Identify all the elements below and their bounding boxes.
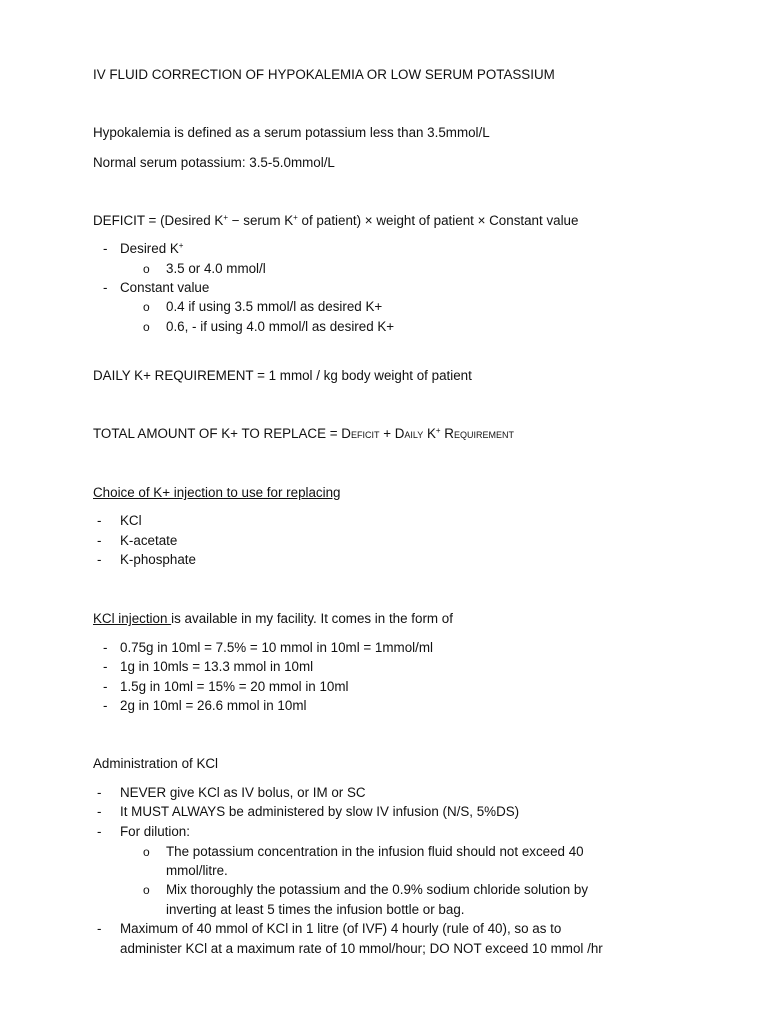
dash-marker: - [97, 513, 102, 528]
superscript-plus: + [435, 426, 441, 435]
total-amount [93, 426, 514, 442]
dilution-item-line: The potassium concentration in the infusion fluid should not exceed 40 [166, 844, 584, 859]
dilution-item-line: mmol/litre. [166, 863, 228, 878]
choice-item: K-phosphate [120, 552, 196, 567]
choice-heading: Choice of K+ injection to use for replacing [93, 485, 341, 500]
kcl-form-item: 0.75g in 10ml = 7.5% = 10 mmol in 10ml = 1mmol/ml [120, 640, 433, 655]
kcl-form-item: 2g in 10ml = 26.6 mmol in 10ml [120, 698, 307, 713]
dash-marker: - [103, 659, 108, 674]
document-title: IV FLUID CORRECTION OF HYPOKALEMIA OR LOW SERUM POTASSIUM [93, 67, 555, 82]
dash-marker: - [103, 698, 108, 713]
dash-marker: - [97, 824, 102, 839]
bullet-marker: o [143, 300, 150, 314]
desired-k-label [120, 241, 183, 257]
bullet-marker: o [143, 262, 150, 276]
total-requirement: Requirement [440, 426, 514, 441]
administration-heading: Administration of KCl [93, 756, 219, 771]
dash-marker: - [103, 280, 108, 295]
desired-k-text: Desired K [120, 241, 179, 256]
administration-item: For dilution: [120, 824, 190, 839]
constant-value-item: 0.6, - if using 4.0 mmol/l as desired K+ [166, 319, 395, 334]
bullet-marker: o [143, 845, 150, 859]
maximum-rate-line: Maximum of 40 mmol of KCl in 1 litre (of IVF) 4 hourly (rule of 40), so as to [120, 921, 562, 936]
total-deficit: Deficit [341, 426, 380, 441]
kcl-form-item: 1.5g in 10ml = 15% = 20 mmol in 10ml [120, 679, 349, 694]
dash-marker: - [103, 640, 108, 655]
deficit-formula-part: of patient) × weight of patient × Constant value [297, 213, 579, 228]
kcl-form-item: 1g in 10mls = 13.3 mmol in 10ml [120, 659, 314, 674]
normal-potassium: Normal serum potassium: 3.5-5.0mmol/L [93, 155, 335, 170]
maximum-rate-line: administer KCl at a maximum rate of 10 mmol/hour; DO NOT exceed 10 mmol /hr [120, 941, 603, 956]
choice-item: KCl [120, 513, 142, 528]
dash-marker: - [103, 241, 108, 256]
desired-k-value: 3.5 or 4.0 mmol/l [166, 261, 266, 276]
deficit-formula-part: − serum K [228, 213, 294, 228]
dash-marker: - [97, 552, 102, 567]
kcl-heading-underlined: KCl injection [93, 611, 172, 626]
constant-value-item: 0.4 if using 3.5 mmol/l as desired K+ [166, 299, 383, 314]
administration-item: It MUST ALWAYS be administered by slow IV infusion (N/S, 5%DS) [120, 804, 520, 819]
deficit-formula [93, 213, 578, 229]
dash-marker: - [103, 679, 108, 694]
kcl-heading-rest: is available in my facility. It comes in the form of [171, 611, 453, 626]
superscript-plus: + [178, 241, 184, 250]
deficit-formula-part: DEFICIT = (Desired K [93, 213, 224, 228]
total-plus: + [379, 426, 395, 441]
superscript-plus: + [293, 213, 298, 222]
total-daily: Daily K [394, 426, 436, 441]
dilution-item-line: Mix thoroughly the potassium and the 0.9% sodium chloride solution by [166, 882, 589, 897]
constant-value-label: Constant value [120, 280, 210, 295]
superscript-plus: + [223, 213, 229, 222]
total-prefix: TOTAL AMOUNT OF K+ TO REPLACE = [93, 426, 342, 441]
dash-marker: - [97, 785, 102, 800]
choice-item: K-acetate [120, 533, 178, 548]
dash-marker: - [97, 533, 102, 548]
dash-marker: - [97, 921, 102, 936]
administration-item: NEVER give KCl as IV bolus, or IM or SC [120, 785, 366, 800]
daily-requirement: DAILY K+ REQUIREMENT = 1 mmol / kg body weight of patient [93, 368, 472, 383]
kcl-heading [93, 611, 453, 627]
hypokalemia-definition: Hypokalemia is defined as a serum potassium less than 3.5mmol/L [93, 125, 490, 140]
dash-marker: - [97, 804, 102, 819]
bullet-marker: o [143, 320, 150, 334]
bullet-marker: o [143, 883, 150, 897]
dilution-item-line: inverting at least 5 times the infusion bottle or bag. [166, 902, 465, 917]
